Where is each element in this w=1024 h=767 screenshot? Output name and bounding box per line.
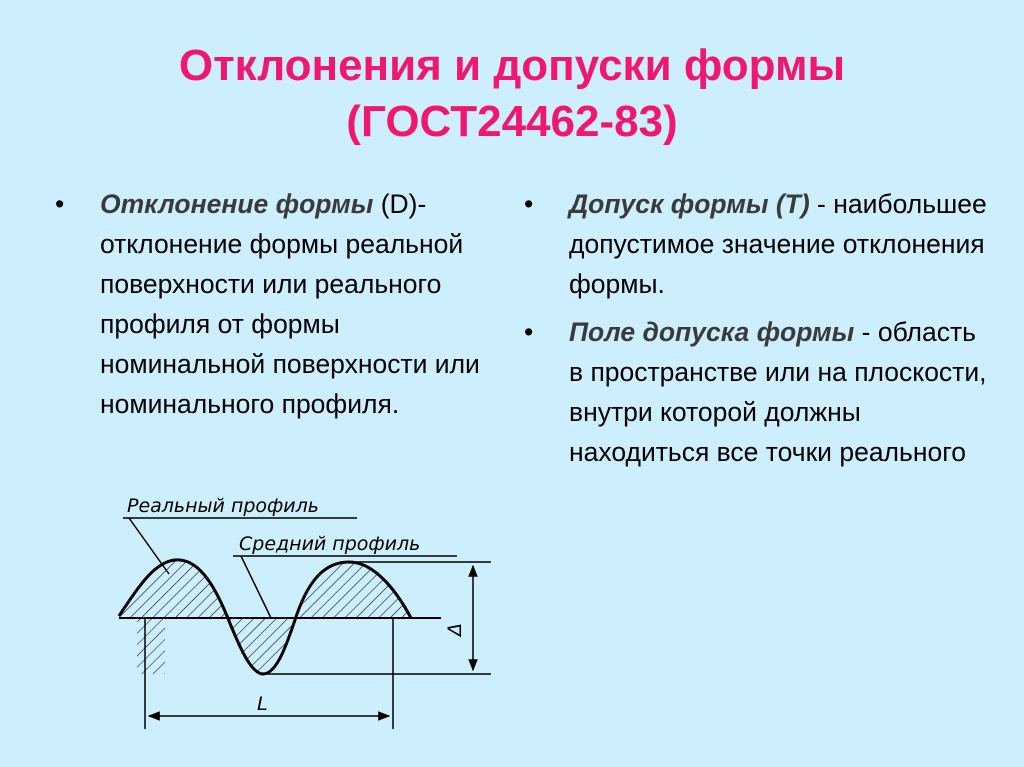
bullet-form-tolerance: [524, 184, 994, 304]
hatch-above: [119, 560, 227, 618]
mean-profile-leader: [241, 556, 271, 618]
profile-diagram: [105, 484, 500, 739]
bullet-icon: •: [524, 189, 534, 219]
right-column: [524, 184, 994, 480]
bullet-tolerance-zone: [524, 312, 994, 472]
title-line-1: Отклонения и допуски формы: [178, 41, 846, 90]
real-profile-label: Реальный профиль: [127, 495, 319, 517]
delta-label: Δ: [444, 623, 466, 636]
definition-tolerance-zone: - область в пространстве или на плоскости, внутри которой должны находиться все точки реального: [569, 317, 987, 467]
mean-profile-label: Средний профиль: [239, 533, 421, 555]
bullet-icon: •: [55, 189, 65, 219]
definition-form-deviation: (D)- отклонение формы реальной поверхности или реального профиля от формы номинальной поверхности или номинального профиля.: [100, 189, 480, 419]
term-form-deviation: Отклонение формы: [100, 189, 374, 219]
term-tolerance-zone: Поле допуска формы: [569, 317, 855, 347]
title-line-2: (ГОСТ24462-83): [346, 97, 678, 146]
bullet-icon: •: [524, 317, 534, 347]
left-column: [55, 184, 495, 432]
hatch-left-box: [137, 618, 165, 674]
real-profile-leader: [129, 518, 169, 574]
definition-form-tolerance: - наибольшее допустимое значение отклонения формы.: [569, 189, 987, 299]
term-form-tolerance: Допуск формы (Т): [569, 189, 810, 219]
bullet-form-deviation: [55, 184, 495, 424]
length-label: L: [257, 693, 268, 715]
slide-title: [0, 38, 1024, 150]
